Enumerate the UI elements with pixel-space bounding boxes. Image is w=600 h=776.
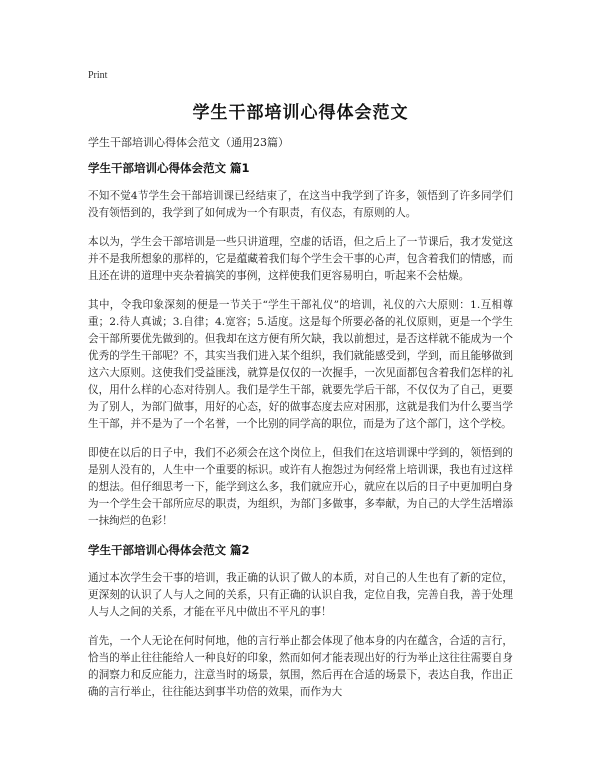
paragraph: 本以为，学生会干部培训是一些只讲道理，空虚的话语，但之后上了一节课后，我才发觉这并不是我所想象的那样的，它是蕴藏着我们每个学生会干事的心声，包含着我们的情感，而且还在讲的道理中夹杂着搞笑的事例，这样使我们更容易明白，听起来不会枯燥。 (88, 236, 513, 282)
article-section-2 (88, 542, 513, 701)
section-heading: 学生干部培训心得体会范文 篇2 (88, 543, 250, 557)
paragraph: 即使在以后的日子中，我们不必须会在这个岗位上，但我们在这培训课中学到的，领悟到的是别人没有的，人生中一个重要的标识。或许有人抱怨过为何经常上培训课，我也有过这样的想法。但仔细思考一下，能学到这么多，我们就应开心，就应在以后的日子中更加明白身为一个学生会干部所应尽的职责，为组织，为部门多做事，多奉献，为自己的大学生活增添一抹绚烂的色彩！ (88, 447, 513, 527)
paragraph: 不知不觉4节学生会干部培训课已经结束了，在这当中我学到了许多，领悟到了许多同学们没有领悟到的，我学到了如何成为一个有职责，有仪态，有原则的人。 (88, 190, 513, 219)
paragraph: 首先，一个人无论在何时何地，他的言行举止都会体现了他本身的内在蕴含，合适的言行，恰当的举止往往能给人一种良好的印象，然而如何才能表现出好的行为举止这往往需要自身的洞察力和反应能力，注意当时的场景，氛围，然后再在合适的场景下，表达自我，作出正确的言行举止，往往能达到事半功倍的效果，而作为大 (88, 635, 513, 698)
paragraph: 其中，令我印象深刻的便是一节关于“学生干部礼仪”的培训，礼仪的六大原则：1.互相尊重；2.待人真诚；3.自律；4.宽容；5.适度。这是每个所要必备的礼仪原则，更是一个学生会干部所要优先做到的。但我却在这方便有所欠缺，我以前想过，是否这样就不能成为一个优秀的学生干部呢？不，其实当我们进入某个组织，我们就能感受到，学到，而且能够做到这六大原则。这使我们受益匪浅，就算是仅仅的一次握手，一次见面都包含着我们怎样的礼仪，用什么样的心态对待别人。我们是学生干部，就要先学后干部，不仅仅为了自己，更要为了别人，为部门做事，用好的心态，好的做事态度去应对困那，这就是我们为什么要当学生干部，并不是为了一个名誉，一个比别的同学高的职位，而是为了这个部门，这个学校。 (88, 299, 513, 430)
document-body (88, 160, 513, 713)
article-section-1 (88, 160, 513, 530)
print-link[interactable]: Print (88, 70, 108, 81)
document-title: 学生干部培训心得体会范文 (192, 103, 409, 123)
section-heading: 学生干部培训心得体会范文 篇1 (88, 161, 250, 175)
paragraph: 通过本次学生会干事的培训，我正确的认识了做人的本质，对自己的人生也有了新的定位，更深刻的认识了人与人之间的关系，只有正确的认识自我，定位自我，完善自我，善于处理人与人之间的关系，才能在平凡中做出不平凡的事！ (88, 572, 513, 618)
document-subtitle: 学生干部培训心得体会范文（通用23篇） (88, 136, 289, 149)
